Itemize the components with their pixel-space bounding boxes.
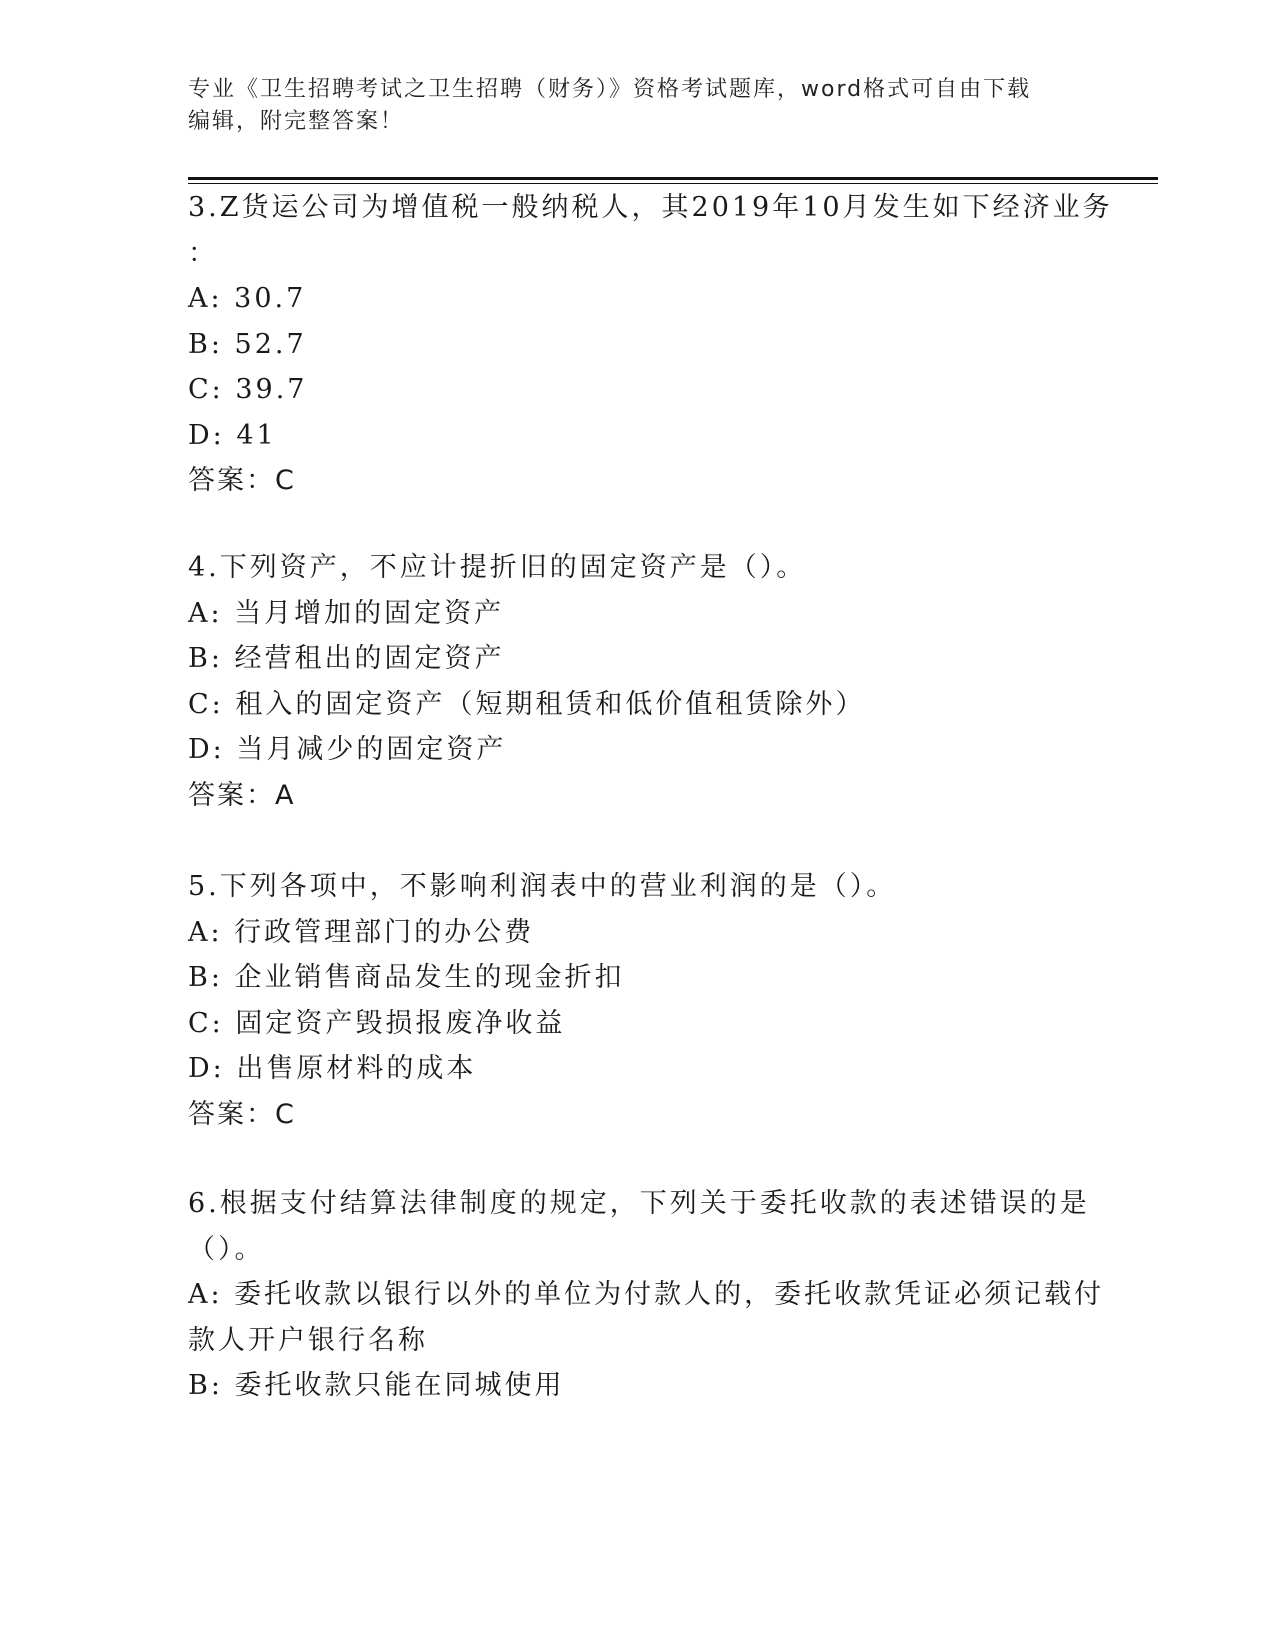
question-stem: 4.下列资产，不应计提折旧的固定资产是（）。: [188, 552, 807, 583]
option-a: A: 委托收款以银行以外的单位为付款人的，委托收款凭证必须记载付: [188, 1279, 1105, 1310]
option-b: B: 企业销售商品发生的现金折扣: [188, 962, 625, 993]
option-b: B: 52.7: [188, 328, 307, 360]
header-line-1: 专业《卫生招聘考试之卫生招聘（财务）》资格考试题库，word格式可自由下载: [188, 77, 1032, 102]
question-stem: 3.Z货运公司为增值税一般纳税人，其2019年10月发生如下经济业务: [188, 192, 1113, 223]
option-c: C: 租入的固定资产（短期租赁和低价值租赁除外）: [188, 688, 866, 720]
option-c: C: 固定资产毁损报废净收益: [188, 1007, 566, 1039]
question-stem-continued: （）。: [188, 1233, 265, 1265]
option-d: D: 当月减少的固定资产: [188, 734, 507, 765]
header-divider-thick: [188, 177, 1158, 180]
question-4: [188, 545, 1088, 818]
option-a: A: 行政管理部门的办公费: [188, 916, 535, 948]
option-a: A: 当月增加的固定资产: [188, 597, 505, 629]
option-b: B: 经营租出的固定资产: [188, 643, 505, 674]
question-stem-continued: ：: [188, 237, 218, 269]
header-line-2: 编辑，附完整答案！: [188, 109, 405, 134]
question-3: [188, 185, 1113, 504]
document-header: [188, 74, 1088, 138]
option-d: D: 出售原材料的成本: [188, 1053, 477, 1084]
question-stem: 6.根据支付结算法律制度的规定，下列关于委托收款的表述错误的是: [188, 1188, 1090, 1219]
question-6: [188, 1181, 1105, 1409]
option-a: A: 30.7: [188, 283, 307, 314]
answer: 答案：C: [188, 1098, 296, 1130]
header-divider-thin: [188, 183, 1158, 184]
option-d: D: 41: [188, 419, 277, 451]
question-stem: 5.下列各项中，不影响利润表中的营业利润的是（）。: [188, 871, 897, 902]
answer: 答案：A: [188, 779, 296, 811]
option-a-continued: 款人开户银行名称: [188, 1324, 428, 1356]
option-c: C: 39.7: [188, 374, 308, 405]
option-b: B: 委托收款只能在同城使用: [188, 1370, 565, 1401]
answer: 答案：C: [188, 465, 296, 496]
question-5: [188, 864, 1088, 1137]
